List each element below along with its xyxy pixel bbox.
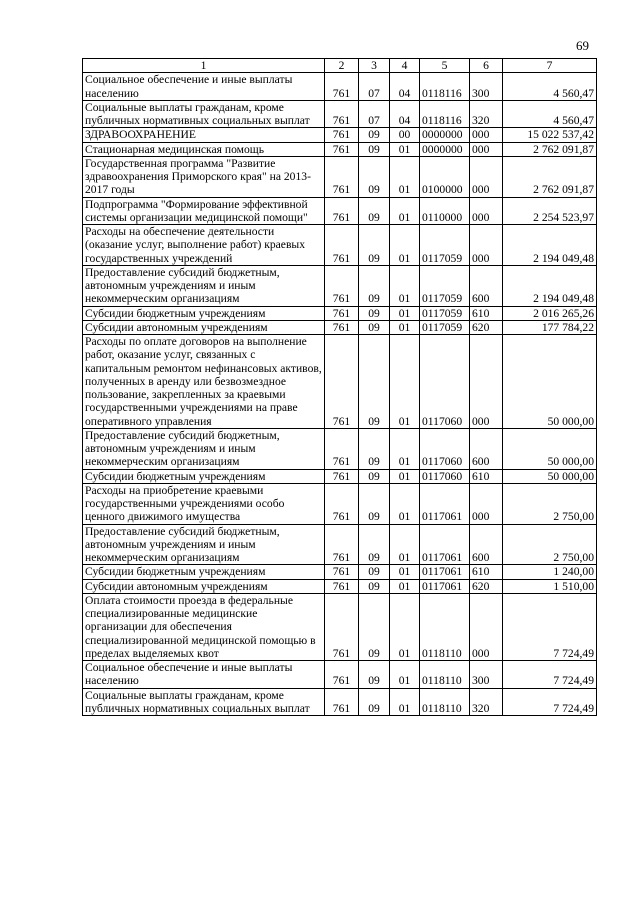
row-subsection-code: 01 [390,320,420,334]
table-row [83,320,597,334]
row-expense-type-code: 320 [470,100,503,128]
row-subsection-code: 01 [390,593,420,660]
row-subsection-code: 01 [390,142,420,156]
row-section-code: 09 [359,483,390,524]
row-subsection-code: 01 [390,469,420,483]
row-amount: 7 724,49 [503,661,597,689]
row-section-code: 09 [359,593,390,660]
row-expense-type-code: 300 [470,73,503,101]
row-name: Предоставление субсидий бюджетным, автономным учреждениям и иным некоммерческим организациям [83,428,325,469]
row-subsection-code: 01 [390,483,420,524]
row-name: Социальное обеспечение и иные выплаты населению [83,73,325,101]
row-section-code: 09 [359,197,390,225]
row-subsection-code: 00 [390,128,420,142]
row-target-article-code: 0117060 [420,428,470,469]
row-amount: 4 560,47 [503,73,597,101]
table-row [83,335,597,429]
row-subsection-code: 01 [390,565,420,579]
row-expense-type-code: 000 [470,335,503,429]
row-amount: 2 254 523,97 [503,197,597,225]
row-ved-code: 761 [325,565,359,579]
column-header-vr: 6 [470,59,503,73]
row-ved-code: 761 [325,197,359,225]
row-subsection-code: 01 [390,197,420,225]
row-target-article-code: 0117061 [420,524,470,565]
row-expense-type-code: 000 [470,128,503,142]
row-section-code: 09 [359,265,390,306]
row-subsection-code: 01 [390,428,420,469]
row-ved-code: 761 [325,524,359,565]
row-section-code: 09 [359,565,390,579]
row-section-code: 09 [359,469,390,483]
row-amount: 2 750,00 [503,524,597,565]
table-row [83,100,597,128]
row-amount: 2 194 049,48 [503,225,597,266]
row-name: Государственная программа "Развитие здравоохранения Приморского края" на 2013-2017 годы [83,156,325,197]
row-section-code: 07 [359,100,390,128]
row-ved-code: 761 [325,593,359,660]
row-name: Социальные выплаты гражданам, кроме публичных нормативных социальных выплат [83,100,325,128]
row-expense-type-code: 000 [470,225,503,266]
row-target-article-code: 0117061 [420,579,470,593]
page-number: 69 [576,38,589,53]
row-amount: 7 724,49 [503,593,597,660]
table-row [83,225,597,266]
row-expense-type-code: 320 [470,688,503,716]
row-expense-type-code: 600 [470,428,503,469]
row-ved-code: 761 [325,306,359,320]
row-ved-code: 761 [325,156,359,197]
row-section-code: 07 [359,73,390,101]
table-row [83,156,597,197]
table-row [83,565,597,579]
row-amount: 2 762 091,87 [503,156,597,197]
row-target-article-code: 0117061 [420,565,470,579]
row-ved-code: 761 [325,661,359,689]
header-row [83,59,597,73]
row-ved-code: 761 [325,225,359,266]
row-amount: 50 000,00 [503,469,597,483]
table-row [83,579,597,593]
row-name: Субсидии автономным учреждениям [83,320,325,334]
row-subsection-code: 01 [390,306,420,320]
column-header-name: 1 [83,59,325,73]
table-row [83,142,597,156]
row-expense-type-code: 000 [470,483,503,524]
row-target-article-code: 0117060 [420,335,470,429]
row-target-article-code: 0000000 [420,142,470,156]
row-amount: 1 510,00 [503,579,597,593]
row-name: Предоставление субсидий бюджетным, автономным учреждениям и иным некоммерческим организациям [83,265,325,306]
column-header-ved: 2 [325,59,359,73]
row-section-code: 09 [359,688,390,716]
row-amount: 1 240,00 [503,565,597,579]
row-ved-code: 761 [325,320,359,334]
row-section-code: 09 [359,661,390,689]
column-header-rz: 3 [359,59,390,73]
row-subsection-code: 01 [390,524,420,565]
row-expense-type-code: 610 [470,565,503,579]
row-name: Субсидии бюджетным учреждениям [83,565,325,579]
row-section-code: 09 [359,225,390,266]
row-ved-code: 761 [325,335,359,429]
row-target-article-code: 0100000 [420,156,470,197]
row-ved-code: 761 [325,73,359,101]
row-amount: 50 000,00 [503,428,597,469]
row-ved-code: 761 [325,688,359,716]
table-row [83,128,597,142]
row-amount: 2 750,00 [503,483,597,524]
column-header-csr: 5 [420,59,470,73]
row-name: Субсидии бюджетным учреждениям [83,469,325,483]
row-target-article-code: 0118110 [420,688,470,716]
row-target-article-code: 0117059 [420,320,470,334]
table-row [83,469,597,483]
row-amount: 2 762 091,87 [503,142,597,156]
row-expense-type-code: 000 [470,197,503,225]
table-row [83,483,597,524]
row-target-article-code: 0117059 [420,306,470,320]
row-name: Субсидии бюджетным учреждениям [83,306,325,320]
row-name: Предоставление субсидий бюджетным, автономным учреждениям и иным некоммерческим организациям [83,524,325,565]
row-amount: 50 000,00 [503,335,597,429]
table-row [83,265,597,306]
row-subsection-code: 01 [390,265,420,306]
table-row [83,197,597,225]
row-amount: 2 016 265,26 [503,306,597,320]
row-ved-code: 761 [325,483,359,524]
row-section-code: 09 [359,156,390,197]
row-subsection-code: 01 [390,661,420,689]
row-section-code: 09 [359,306,390,320]
row-name: Подпрограмма "Формирование эффективной системы организации медицинской помощи" [83,197,325,225]
row-name: Расходы по оплате договоров на выполнение работ, оказание услуг, связанных с капитальным ремонтом нефинансовых активов, полученных в аренду или безвозмездное пользование, закрепленных за краевыми государственными учреждениями на праве оперативного управления [83,335,325,429]
row-target-article-code: 0118110 [420,593,470,660]
row-target-article-code: 0118110 [420,661,470,689]
table-row [83,428,597,469]
row-expense-type-code: 610 [470,306,503,320]
column-header-sum: 7 [503,59,597,73]
row-ved-code: 761 [325,265,359,306]
row-section-code: 09 [359,335,390,429]
row-expense-type-code: 300 [470,661,503,689]
row-section-code: 09 [359,579,390,593]
row-expense-type-code: 600 [470,524,503,565]
row-subsection-code: 01 [390,225,420,266]
row-ved-code: 761 [325,142,359,156]
row-amount: 4 560,47 [503,100,597,128]
row-expense-type-code: 000 [470,156,503,197]
row-subsection-code: 04 [390,73,420,101]
budget-table [82,58,597,716]
row-amount: 177 784,22 [503,320,597,334]
row-target-article-code: 0117059 [420,225,470,266]
row-subsection-code: 01 [390,156,420,197]
row-ved-code: 761 [325,579,359,593]
row-subsection-code: 01 [390,335,420,429]
row-name: Расходы на приобретение краевыми государственными учреждениями особо ценного движимого имущества [83,483,325,524]
row-expense-type-code: 620 [470,320,503,334]
row-ved-code: 761 [325,100,359,128]
row-name: Стационарная медицинская помощь [83,142,325,156]
row-target-article-code: 0118116 [420,73,470,101]
table-row [83,524,597,565]
table-row [83,73,597,101]
table-row [83,688,597,716]
column-header-pr: 4 [390,59,420,73]
row-target-article-code: 0117061 [420,483,470,524]
row-name: ЗДРАВООХРАНЕНИЕ [83,128,325,142]
row-ved-code: 761 [325,469,359,483]
row-subsection-code: 04 [390,100,420,128]
row-amount: 2 194 049,48 [503,265,597,306]
row-target-article-code: 0117059 [420,265,470,306]
row-section-code: 09 [359,142,390,156]
row-name: Субсидии автономным учреждениям [83,579,325,593]
table-row [83,306,597,320]
row-name: Оплата стоимости проезда в федеральные специализированные медицинские организации для обеспечения специализированной медицинской помощью в пределах выделяемых квот [83,593,325,660]
row-ved-code: 761 [325,128,359,142]
row-section-code: 09 [359,320,390,334]
row-ved-code: 761 [325,428,359,469]
row-expense-type-code: 000 [470,142,503,156]
row-section-code: 09 [359,428,390,469]
row-amount: 7 724,49 [503,688,597,716]
row-target-article-code: 0000000 [420,128,470,142]
row-expense-type-code: 600 [470,265,503,306]
row-section-code: 09 [359,524,390,565]
row-subsection-code: 01 [390,579,420,593]
table-row [83,593,597,660]
row-target-article-code: 0118116 [420,100,470,128]
row-target-article-code: 0110000 [420,197,470,225]
row-expense-type-code: 000 [470,593,503,660]
table-body [83,73,597,716]
row-amount: 15 022 537,42 [503,128,597,142]
row-name: Расходы на обеспечение деятельности (оказание услуг, выполнение работ) краевых государственных учреждений [83,225,325,266]
row-subsection-code: 01 [390,688,420,716]
row-target-article-code: 0117060 [420,469,470,483]
row-expense-type-code: 620 [470,579,503,593]
table-row [83,661,597,689]
row-name: Социальное обеспечение и иные выплаты населению [83,661,325,689]
row-name: Социальные выплаты гражданам, кроме публичных нормативных социальных выплат [83,688,325,716]
row-section-code: 09 [359,128,390,142]
row-expense-type-code: 610 [470,469,503,483]
